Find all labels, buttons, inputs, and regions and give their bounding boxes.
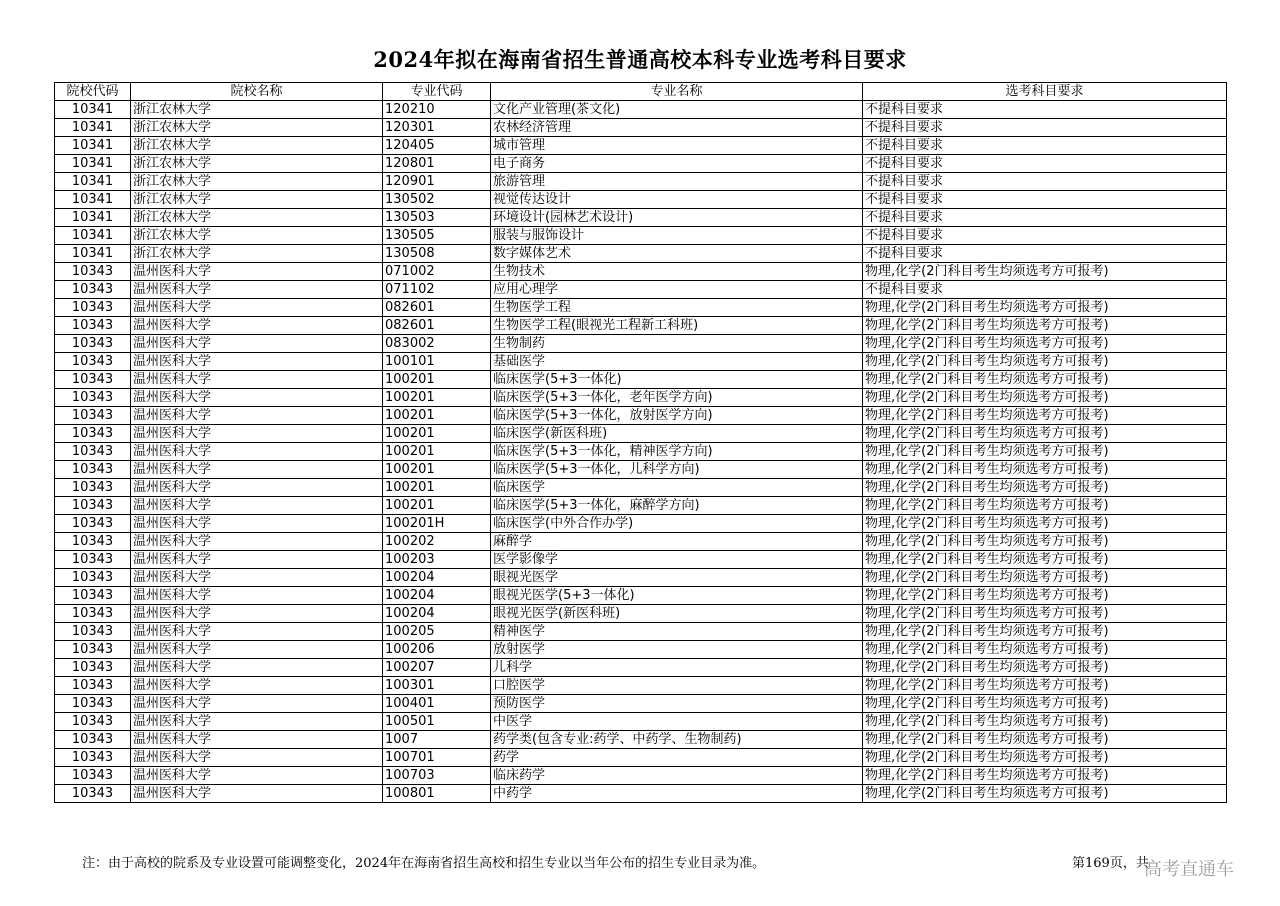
cell-major-code: 100204	[383, 587, 491, 605]
cell-major-name: 眼视光医学(5+3一体化)	[491, 587, 863, 605]
cell-subject-requirement: 物理,化学(2门科目考生均须选考方可报考)	[863, 551, 1227, 569]
cell-school-code: 10343	[55, 569, 131, 587]
cell-major-name: 精神医学	[491, 623, 863, 641]
cell-school-name: 温州医科大学	[131, 335, 383, 353]
cell-major-name: 应用心理学	[491, 281, 863, 299]
table-row	[55, 245, 1227, 263]
table-row	[55, 119, 1227, 137]
cell-major-name: 环境设计(园林艺术设计)	[491, 209, 863, 227]
cell-subject-requirement: 物理,化学(2门科目考生均须选考方可报考)	[863, 605, 1227, 623]
cell-major-name: 农林经济管理	[491, 119, 863, 137]
cell-major-code: 100201	[383, 389, 491, 407]
cell-subject-requirement: 不提科目要求	[863, 209, 1227, 227]
cell-subject-requirement: 物理,化学(2门科目考生均须选考方可报考)	[863, 623, 1227, 641]
cell-school-code: 10341	[55, 119, 131, 137]
cell-school-name: 温州医科大学	[131, 389, 383, 407]
cell-subject-requirement: 物理,化学(2门科目考生均须选考方可报考)	[863, 371, 1227, 389]
cell-subject-requirement: 物理,化学(2门科目考生均须选考方可报考)	[863, 749, 1227, 767]
cell-major-code: 100201	[383, 407, 491, 425]
cell-school-code: 10343	[55, 299, 131, 317]
cell-major-name: 临床医学(5+3一体化，放射医学方向)	[491, 407, 863, 425]
cell-major-name: 数字媒体艺术	[491, 245, 863, 263]
cell-subject-requirement: 不提科目要求	[863, 101, 1227, 119]
cell-major-name: 临床医学(新医科班)	[491, 425, 863, 443]
table-row	[55, 407, 1227, 425]
cell-school-code: 10343	[55, 551, 131, 569]
cell-school-code: 10343	[55, 713, 131, 731]
page-number: 第169页，共	[1072, 856, 1149, 871]
table-row	[55, 659, 1227, 677]
cell-school-name: 浙江农林大学	[131, 191, 383, 209]
requirements-table	[54, 82, 1227, 803]
cell-school-code: 10341	[55, 245, 131, 263]
cell-subject-requirement: 不提科目要求	[863, 281, 1227, 299]
cell-major-code: 071102	[383, 281, 491, 299]
cell-school-name: 浙江农林大学	[131, 155, 383, 173]
cell-school-name: 温州医科大学	[131, 299, 383, 317]
cell-school-name: 温州医科大学	[131, 569, 383, 587]
cell-major-code: 130503	[383, 209, 491, 227]
cell-major-name: 医学影像学	[491, 551, 863, 569]
cell-school-code: 10343	[55, 389, 131, 407]
cell-school-code: 10341	[55, 137, 131, 155]
cell-school-name: 温州医科大学	[131, 641, 383, 659]
table-row	[55, 101, 1227, 119]
cell-school-name: 浙江农林大学	[131, 245, 383, 263]
cell-major-code: 100401	[383, 695, 491, 713]
cell-subject-requirement: 物理,化学(2门科目考生均须选考方可报考)	[863, 299, 1227, 317]
table-row	[55, 299, 1227, 317]
cell-subject-requirement: 物理,化学(2门科目考生均须选考方可报考)	[863, 587, 1227, 605]
cell-school-code: 10343	[55, 533, 131, 551]
cell-major-code: 100801	[383, 785, 491, 803]
cell-school-code: 10343	[55, 281, 131, 299]
table-row	[55, 281, 1227, 299]
cell-school-name: 温州医科大学	[131, 731, 383, 749]
cell-major-name: 生物制药	[491, 335, 863, 353]
cell-school-name: 温州医科大学	[131, 281, 383, 299]
cell-school-name: 温州医科大学	[131, 767, 383, 785]
cell-school-code: 10343	[55, 443, 131, 461]
cell-major-code: 100207	[383, 659, 491, 677]
cell-subject-requirement: 不提科目要求	[863, 191, 1227, 209]
table-row	[55, 173, 1227, 191]
cell-major-code: 120301	[383, 119, 491, 137]
cell-major-name: 药学	[491, 749, 863, 767]
cell-subject-requirement: 物理,化学(2门科目考生均须选考方可报考)	[863, 497, 1227, 515]
cell-subject-requirement: 物理,化学(2门科目考生均须选考方可报考)	[863, 533, 1227, 551]
cell-school-name: 温州医科大学	[131, 785, 383, 803]
cell-major-name: 中医学	[491, 713, 863, 731]
cell-major-name: 旅游管理	[491, 173, 863, 191]
cell-school-name: 浙江农林大学	[131, 137, 383, 155]
cell-school-name: 温州医科大学	[131, 551, 383, 569]
cell-subject-requirement: 物理,化学(2门科目考生均须选考方可报考)	[863, 443, 1227, 461]
cell-school-name: 温州医科大学	[131, 623, 383, 641]
cell-major-code: 120901	[383, 173, 491, 191]
cell-major-name: 生物医学工程	[491, 299, 863, 317]
cell-subject-requirement: 物理,化学(2门科目考生均须选考方可报考)	[863, 641, 1227, 659]
cell-school-name: 温州医科大学	[131, 317, 383, 335]
table-row	[55, 569, 1227, 587]
cell-school-code: 10341	[55, 191, 131, 209]
table-row	[55, 677, 1227, 695]
cell-subject-requirement: 不提科目要求	[863, 137, 1227, 155]
cell-school-code: 10343	[55, 497, 131, 515]
table-row	[55, 353, 1227, 371]
cell-major-code: 100201	[383, 425, 491, 443]
table-row	[55, 443, 1227, 461]
cell-major-name: 麻醉学	[491, 533, 863, 551]
cell-subject-requirement: 物理,化学(2门科目考生均须选考方可报考)	[863, 389, 1227, 407]
cell-major-name: 临床医学(5+3一体化，老年医学方向)	[491, 389, 863, 407]
cell-major-name: 眼视光医学	[491, 569, 863, 587]
page-title: 2024年拟在海南省招生普通高校本科专业选考科目要求	[373, 47, 907, 72]
table-row	[55, 731, 1227, 749]
cell-subject-requirement: 不提科目要求	[863, 245, 1227, 263]
cell-school-name: 温州医科大学	[131, 515, 383, 533]
cell-major-code: 100501	[383, 713, 491, 731]
cell-major-code: 082601	[383, 317, 491, 335]
table-row	[55, 479, 1227, 497]
cell-major-name: 放射医学	[491, 641, 863, 659]
cell-major-name: 临床医学(5+3一体化，麻醉学方向)	[491, 497, 863, 515]
table-row	[55, 461, 1227, 479]
cell-major-code: 130508	[383, 245, 491, 263]
cell-major-code: 130502	[383, 191, 491, 209]
cell-subject-requirement: 物理,化学(2门科目考生均须选考方可报考)	[863, 425, 1227, 443]
cell-major-code: 100201H	[383, 515, 491, 533]
cell-school-code: 10343	[55, 407, 131, 425]
cell-major-name: 预防医学	[491, 695, 863, 713]
cell-school-name: 温州医科大学	[131, 605, 383, 623]
cell-major-code: 130505	[383, 227, 491, 245]
cell-subject-requirement: 不提科目要求	[863, 155, 1227, 173]
cell-major-code: 100204	[383, 605, 491, 623]
cell-subject-requirement: 物理,化学(2门科目考生均须选考方可报考)	[863, 785, 1227, 803]
cell-subject-requirement: 物理,化学(2门科目考生均须选考方可报考)	[863, 353, 1227, 371]
cell-school-name: 温州医科大学	[131, 407, 383, 425]
cell-school-code: 10343	[55, 785, 131, 803]
cell-major-code: 071002	[383, 263, 491, 281]
cell-school-code: 10343	[55, 623, 131, 641]
cell-major-name: 口腔医学	[491, 677, 863, 695]
cell-subject-requirement: 物理,化学(2门科目考生均须选考方可报考)	[863, 659, 1227, 677]
cell-school-code: 10343	[55, 605, 131, 623]
table-row	[55, 605, 1227, 623]
table-row	[55, 767, 1227, 785]
cell-subject-requirement: 物理,化学(2门科目考生均须选考方可报考)	[863, 317, 1227, 335]
cell-major-code: 100201	[383, 443, 491, 461]
cell-school-name: 温州医科大学	[131, 677, 383, 695]
table-row	[55, 317, 1227, 335]
cell-subject-requirement: 物理,化学(2门科目考生均须选考方可报考)	[863, 731, 1227, 749]
table-row	[55, 335, 1227, 353]
cell-school-code: 10343	[55, 479, 131, 497]
cell-school-name: 温州医科大学	[131, 479, 383, 497]
cell-school-code: 10343	[55, 515, 131, 533]
cell-major-name: 儿科学	[491, 659, 863, 677]
cell-school-code: 10343	[55, 317, 131, 335]
cell-school-name: 浙江农林大学	[131, 119, 383, 137]
cell-major-name: 生物技术	[491, 263, 863, 281]
cell-school-name: 浙江农林大学	[131, 227, 383, 245]
cell-subject-requirement: 物理,化学(2门科目考生均须选考方可报考)	[863, 569, 1227, 587]
cell-school-code: 10343	[55, 695, 131, 713]
header-school-name: 院校名称	[131, 83, 383, 101]
cell-school-name: 温州医科大学	[131, 425, 383, 443]
cell-school-code: 10343	[55, 587, 131, 605]
cell-major-name: 临床医学(5+3一体化，儿科学方向)	[491, 461, 863, 479]
table-row	[55, 497, 1227, 515]
table-row	[55, 371, 1227, 389]
cell-school-name: 浙江农林大学	[131, 209, 383, 227]
cell-subject-requirement: 物理,化学(2门科目考生均须选考方可报考)	[863, 479, 1227, 497]
cell-major-name: 电子商务	[491, 155, 863, 173]
cell-school-name: 温州医科大学	[131, 263, 383, 281]
cell-school-code: 10341	[55, 155, 131, 173]
cell-school-code: 10341	[55, 101, 131, 119]
header-major-name: 专业名称	[491, 83, 863, 101]
header-major-code: 专业代码	[383, 83, 491, 101]
cell-major-name: 临床医学(5+3一体化)	[491, 371, 863, 389]
cell-school-code: 10343	[55, 731, 131, 749]
table-row	[55, 551, 1227, 569]
cell-major-name: 临床医学(中外合作办学)	[491, 515, 863, 533]
cell-school-code: 10343	[55, 659, 131, 677]
table-row	[55, 587, 1227, 605]
cell-school-name: 温州医科大学	[131, 443, 383, 461]
cell-major-code: 100301	[383, 677, 491, 695]
cell-major-code: 100202	[383, 533, 491, 551]
cell-major-name: 服装与服饰设计	[491, 227, 863, 245]
table-row	[55, 191, 1227, 209]
cell-subject-requirement: 物理,化学(2门科目考生均须选考方可报考)	[863, 407, 1227, 425]
cell-school-code: 10343	[55, 767, 131, 785]
cell-school-name: 温州医科大学	[131, 461, 383, 479]
cell-school-name: 温州医科大学	[131, 497, 383, 515]
cell-major-name: 药学类(包含专业:药学、中药学、生物制药)	[491, 731, 863, 749]
cell-subject-requirement: 不提科目要求	[863, 227, 1227, 245]
cell-major-code: 100206	[383, 641, 491, 659]
table-row	[55, 425, 1227, 443]
table-row	[55, 785, 1227, 803]
cell-major-code: 100701	[383, 749, 491, 767]
cell-school-code: 10341	[55, 227, 131, 245]
watermark: 高考直通车	[1144, 859, 1234, 880]
table-row	[55, 623, 1227, 641]
cell-subject-requirement: 物理,化学(2门科目考生均须选考方可报考)	[863, 695, 1227, 713]
cell-major-name: 文化产业管理(茶文化)	[491, 101, 863, 119]
table-row	[55, 389, 1227, 407]
table-row	[55, 515, 1227, 533]
table-header-row	[55, 83, 1227, 101]
cell-school-name: 温州医科大学	[131, 371, 383, 389]
cell-major-code: 082601	[383, 299, 491, 317]
cell-major-code: 120801	[383, 155, 491, 173]
cell-subject-requirement: 物理,化学(2门科目考生均须选考方可报考)	[863, 713, 1227, 731]
cell-school-name: 温州医科大学	[131, 533, 383, 551]
cell-major-name: 眼视光医学(新医科班)	[491, 605, 863, 623]
header-school-code: 院校代码	[55, 83, 131, 101]
cell-school-code: 10343	[55, 353, 131, 371]
cell-major-name: 临床药学	[491, 767, 863, 785]
cell-subject-requirement: 物理,化学(2门科目考生均须选考方可报考)	[863, 677, 1227, 695]
cell-school-code: 10343	[55, 425, 131, 443]
cell-subject-requirement: 物理,化学(2门科目考生均须选考方可报考)	[863, 461, 1227, 479]
cell-school-name: 浙江农林大学	[131, 101, 383, 119]
cell-major-code: 083002	[383, 335, 491, 353]
table-row	[55, 695, 1227, 713]
cell-major-name: 临床医学	[491, 479, 863, 497]
cell-school-code: 10341	[55, 209, 131, 227]
table-row	[55, 713, 1227, 731]
table-row	[55, 641, 1227, 659]
cell-school-code: 10343	[55, 461, 131, 479]
table-row	[55, 227, 1227, 245]
cell-subject-requirement: 不提科目要求	[863, 173, 1227, 191]
cell-school-code: 10343	[55, 677, 131, 695]
table-row	[55, 137, 1227, 155]
cell-school-code: 10343	[55, 263, 131, 281]
cell-major-code: 100703	[383, 767, 491, 785]
cell-school-name: 温州医科大学	[131, 587, 383, 605]
table-body	[55, 101, 1227, 803]
cell-major-code: 100203	[383, 551, 491, 569]
header-subject-requirement: 选考科目要求	[863, 83, 1227, 101]
cell-major-name: 视觉传达设计	[491, 191, 863, 209]
cell-subject-requirement: 物理,化学(2门科目考生均须选考方可报考)	[863, 335, 1227, 353]
footnote: 注：由于高校的院系及专业设置可能调整变化，2024年在海南省招生高校和招生专业以当年公布的招生专业目录为准。	[82, 856, 766, 871]
cell-school-name: 温州医科大学	[131, 749, 383, 767]
cell-school-name: 温州医科大学	[131, 695, 383, 713]
cell-major-code: 1007	[383, 731, 491, 749]
table-row	[55, 533, 1227, 551]
cell-major-code: 100201	[383, 497, 491, 515]
cell-major-code: 100201	[383, 461, 491, 479]
cell-major-name: 基础医学	[491, 353, 863, 371]
cell-major-code: 120210	[383, 101, 491, 119]
cell-major-code: 100201	[383, 479, 491, 497]
cell-school-name: 温州医科大学	[131, 713, 383, 731]
cell-school-code: 10343	[55, 335, 131, 353]
cell-school-code: 10343	[55, 749, 131, 767]
cell-school-code: 10343	[55, 371, 131, 389]
table-row	[55, 749, 1227, 767]
cell-major-code: 100201	[383, 371, 491, 389]
cell-school-name: 温州医科大学	[131, 353, 383, 371]
cell-major-name: 生物医学工程(眼视光工程新工科班)	[491, 317, 863, 335]
cell-school-code: 10343	[55, 641, 131, 659]
cell-major-name: 中药学	[491, 785, 863, 803]
cell-major-name: 城市管理	[491, 137, 863, 155]
cell-subject-requirement: 不提科目要求	[863, 119, 1227, 137]
cell-major-code: 120405	[383, 137, 491, 155]
cell-subject-requirement: 物理,化学(2门科目考生均须选考方可报考)	[863, 263, 1227, 281]
cell-major-code: 100205	[383, 623, 491, 641]
cell-subject-requirement: 物理,化学(2门科目考生均须选考方可报考)	[863, 515, 1227, 533]
cell-major-name: 临床医学(5+3一体化，精神医学方向)	[491, 443, 863, 461]
cell-school-name: 温州医科大学	[131, 659, 383, 677]
table-row	[55, 155, 1227, 173]
cell-major-code: 100101	[383, 353, 491, 371]
cell-school-name: 浙江农林大学	[131, 173, 383, 191]
table-row	[55, 209, 1227, 227]
cell-subject-requirement: 物理,化学(2门科目考生均须选考方可报考)	[863, 767, 1227, 785]
cell-major-code: 100204	[383, 569, 491, 587]
cell-school-code: 10341	[55, 173, 131, 191]
table-row	[55, 263, 1227, 281]
